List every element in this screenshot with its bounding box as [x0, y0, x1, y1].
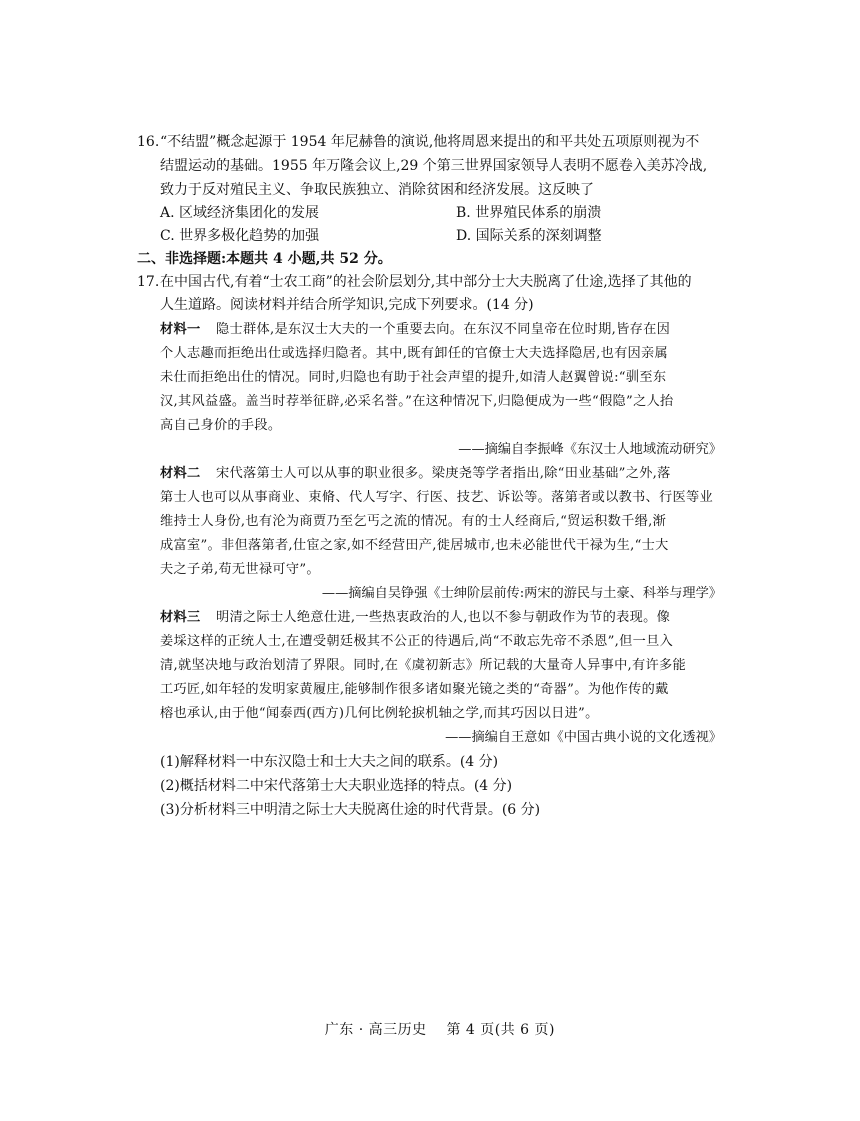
question-intro-line: 人生道路。阅读材料并结合所学知识,完成下列要求。(14 分) [160, 297, 534, 313]
material-source: ——摘编自李振峰《东汉士人地域流动研究》 [458, 442, 722, 457]
material-text-line: 隐士群体,是东汉士大夫的一个重要去向。在东汉不同皇帝在位时期,皆存在因 [216, 322, 671, 337]
material-text-line: 维持士人身份,也有沦为商贾乃至乞丐之流的情况。有的士人经商后,“贸运积数千缗,渐 [160, 514, 667, 529]
material-source: ——摘编自吴铮强《士绅阶层前传:两宋的游民与土豪、科举与理学》 [321, 586, 722, 601]
material-text-line: 夫之子弟,苟无世禄可守”。 [160, 562, 320, 577]
material-text-line: 高自己身价的手段。 [160, 418, 282, 433]
sub-question-2: (2)概括材料二中宋代落第士大夫职业选择的特点。(4 分) [160, 778, 513, 794]
question-number: 16. [137, 134, 160, 150]
option-d: D. 国际关系的深刻调整 [456, 228, 602, 244]
option-c: C. 世界多极化趋势的加强 [160, 228, 320, 244]
material-label: 材料二 [160, 466, 201, 481]
material-text-line: 清,就坚决地与政治划清了界限。同时,在《虞初新志》所记载的大量奇人异事中,有许多能 [160, 658, 686, 673]
material-text-line: 个人志趣而拒绝出仕或选择归隐者。其中,既有卸任的官僚士大夫选择隐居,也有因亲属 [160, 346, 669, 361]
material-text-line: 宋代落第士人可以从事的职业很多。梁庚尧等学者指出,除“田业基础”之外,落 [216, 466, 671, 481]
sub-question-3: (3)分析材料三中明清之际士大夫脱离仕途的时代背景。(6 分) [160, 802, 541, 818]
question-intro-line: 在中国古代,有着“士农工商”的社会阶层划分,其中部分士大夫脱离了仕途,选择了其他的 [160, 274, 692, 290]
page-footer [0, 1000, 860, 1060]
material-text-line: 工巧匠,如年轻的发明家黄履庄,能够制作很多诸如聚光镜之类的“奇器”。为他作传的戴 [160, 682, 669, 697]
material-label: 材料三 [160, 610, 201, 625]
material-label: 材料一 [160, 322, 201, 337]
material-text-line: 成富室”。非但落第者,仕宦之家,如不经营田产,徙居城市,也未必能世代干禄为生,“士大 [160, 538, 669, 553]
material-text-line: 汉,其风益盛。盖当时荐举征辟,必采名誉。”在这种情况下,归隐便成为一些“假隐”之人抬 [160, 394, 674, 409]
question-text-line: 致力于反对殖民主义、争取民族独立、消除贫困和经济发展。这反映了 [160, 182, 594, 198]
material-text-line: 第士人也可以从事商业、束脩、代人写字、行医、技艺、诉讼等。落第者或以教书、行医等业 [160, 490, 713, 505]
material-text-line: 明清之际士人绝意仕进,一些热衷政治的人,也以不参与朝政作为节的表现。像 [216, 610, 671, 625]
option-a: A. 区域经济集团化的发展 [160, 205, 320, 221]
question-text-line: “不结盟”概念起源于 1954 年尼赫鲁的演说,他将周恩来提出的和平共处五项原则视为不 [160, 134, 700, 150]
question-number: 17. [137, 274, 160, 290]
question-text-line: 结盟运动的基础。1955 年万隆会议上,29 个第三世界国家领导人表明不愿卷入美苏冷战, [160, 158, 708, 174]
option-b: B. 世界殖民体系的崩溃 [456, 205, 602, 221]
material-text-line: 榕也承认,由于他“闻泰西(西方)几何比例轮捩机轴之学,而其巧因以日进”。 [160, 706, 599, 721]
material-text-line: 姜埰这样的正统人士,在遭受朝廷极其不公正的待遇后,尚“不敢忘先帝不杀恩”,但一旦入 [160, 634, 674, 649]
material-text-line: 未仕而拒绝出仕的情况。同时,归隐也有助于社会声望的提升,如清人赵翼曾说:“驯至东 [160, 370, 667, 385]
section-heading: 二、非选择题:本题共 4 小题,共 52 分。 [137, 251, 392, 267]
material-source: ——摘编自王意如《中国古典小说的文化透视》 [445, 730, 722, 745]
sub-question-1: (1)解释材料一中东汉隐士和士大夫之间的联系。(4 分) [160, 754, 499, 770]
footer-text: 广东 · 高三历史 第 4 页(共 6 页) [324, 1022, 555, 1038]
